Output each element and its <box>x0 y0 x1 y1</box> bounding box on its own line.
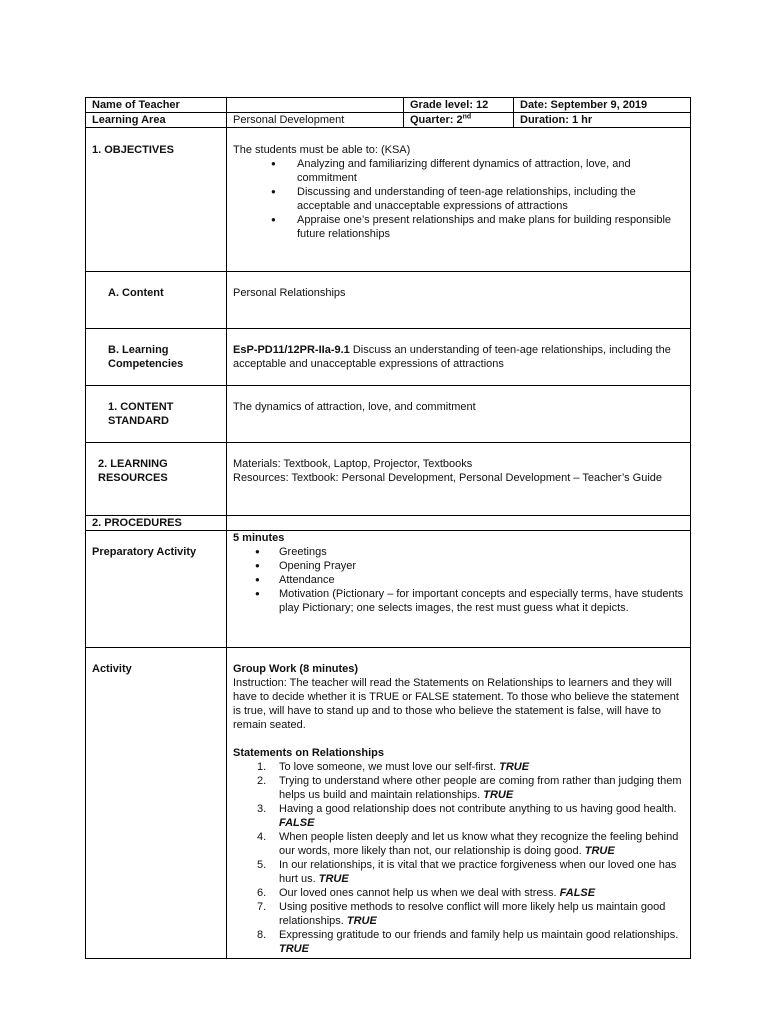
grade-level: Grade level: 12 <box>404 98 514 113</box>
objectives-row <box>86 128 691 272</box>
statement-answer: TRUE <box>584 845 615 857</box>
learning-area-value: Personal Development <box>227 113 404 128</box>
preparatory-row <box>86 531 691 648</box>
competency-code: EsP-PD11/12PR-IIa-9.1 <box>233 344 350 356</box>
header-row-1 <box>86 98 691 113</box>
competency-text: Discuss an understanding of teen-age relationships, including the acceptable and unacceptable expressions of attractions <box>233 344 671 370</box>
activity-cell <box>227 648 691 959</box>
statement-item: 3. Having a good relationship does not contribute anything to us having good health. FALSE <box>257 803 677 829</box>
procedures-row <box>86 516 691 531</box>
objective-item: ● Discussing and understanding of teen-age relationships, including the acceptable and unacceptable expressions of attractions <box>297 185 684 213</box>
competencies-cell <box>227 329 691 386</box>
statement-item: 5. In our relationships, it is vital that we practice forgiveness when our loved one has hurt us. TRUE <box>257 859 677 885</box>
name-of-teacher-value <box>227 98 404 113</box>
learning-resources-row <box>86 443 691 516</box>
header-row-2 <box>86 113 691 128</box>
statements-list <box>233 760 684 956</box>
statement-item: 6. Our loved ones cannot help us when we deal with stress. FALSE <box>257 887 596 899</box>
statement-item: 2. Trying to understand where other people are coming from rather than judging them helps us build and maintain relationships. TRUE <box>257 775 682 801</box>
learning-resources-label: 2. LEARNING RESOURCES <box>86 443 227 516</box>
content-standard-label: 1. CONTENT STANDARD <box>86 386 227 443</box>
statement-answer: TRUE <box>483 789 514 801</box>
statement-answer: TRUE <box>499 761 530 773</box>
activity-label: Activity <box>86 648 227 959</box>
duration: Duration: 1 hr <box>514 113 691 128</box>
preparatory-item: ● Opening Prayer <box>279 559 684 573</box>
learning-resources-cell <box>227 443 691 516</box>
objective-item: ● Appraise one’s present relationships and make plans for building responsible future relationships <box>297 213 684 241</box>
statement-answer: TRUE <box>318 873 349 885</box>
quarter-sup: nd <box>462 113 472 121</box>
statement-answer: TRUE <box>279 943 309 955</box>
preparatory-list <box>233 545 684 615</box>
preparatory-time: 5 minutes <box>233 532 285 544</box>
objectives-cell <box>227 128 691 272</box>
activity-row <box>86 648 691 959</box>
procedures-label: 2. PROCEDURES <box>86 516 227 531</box>
statement-answer: TRUE <box>346 915 377 927</box>
activity-instruction: Instruction: The teacher will read the Statements on Relationships to learners and they will have to decide whether it is TRUE or FALSE statement. To those who believe the statement is true, will have to stand up and to those who believe the statement is false, will have to remain seated. <box>233 677 679 731</box>
quarter-label: Quarter: 2 <box>410 114 463 126</box>
preparatory-item: ● Attendance <box>279 573 684 587</box>
preparatory-item: ● Greetings <box>279 545 684 559</box>
statement-item: 8. Expressing gratitude to our friends and family help us maintain good relationships. TRUE <box>257 929 679 955</box>
preparatory-label: Preparatory Activity <box>86 531 227 648</box>
content-row <box>86 272 691 329</box>
statement-item: 1. To love someone, we must love our self-first. TRUE <box>257 761 530 773</box>
materials-text: Materials: Textbook, Laptop, Projector, Textbooks <box>233 458 473 470</box>
date: Date: September 9, 2019 <box>514 98 691 113</box>
content-label: A. Content <box>86 272 227 329</box>
name-of-teacher-label: Name of Teacher <box>86 98 227 113</box>
procedures-empty <box>227 516 691 531</box>
objectives-intro: The students must be able to: (KSA) <box>233 144 411 156</box>
content-standard-row <box>86 386 691 443</box>
statement-answer: FALSE <box>559 887 596 899</box>
objectives-list <box>233 157 684 241</box>
competencies-row <box>86 329 691 386</box>
content-standard-value: The dynamics of attraction, love, and commitment <box>227 386 691 443</box>
objectives-label: 1. OBJECTIVES <box>86 128 227 272</box>
competencies-label: B. Learning Competencies <box>86 329 227 386</box>
quarter <box>404 113 514 128</box>
preparatory-item: ● Motivation (Pictionary – for important concepts and especially terms, have students play Pictionary; one selects images, the rest must guess what it depicts. <box>279 587 684 615</box>
content-value: Personal Relationships <box>227 272 691 329</box>
learning-area-label: Learning Area <box>86 113 227 128</box>
statement-answer: FALSE <box>279 817 315 829</box>
preparatory-cell <box>227 531 691 648</box>
statements-title: Statements on Relationships <box>233 747 384 759</box>
activity-title: Group Work (8 minutes) <box>233 663 359 675</box>
statement-item: 4. When people listen deeply and let us know what they recognize the feeling behind our words, more likely than not, our relationship is doing good. TRUE <box>257 831 679 857</box>
statement-item: 7. Using positive methods to resolve conflict will more likely help us maintain good relationships. TRUE <box>257 901 666 927</box>
objective-item: ● Analyzing and familiarizing different dynamics of attraction, love, and commitment <box>297 157 684 185</box>
lesson-plan-page <box>85 97 690 959</box>
resources-text: Resources: Textbook: Personal Development, Personal Development – Teacher’s Guide <box>233 472 663 484</box>
lesson-plan-table <box>85 97 691 959</box>
